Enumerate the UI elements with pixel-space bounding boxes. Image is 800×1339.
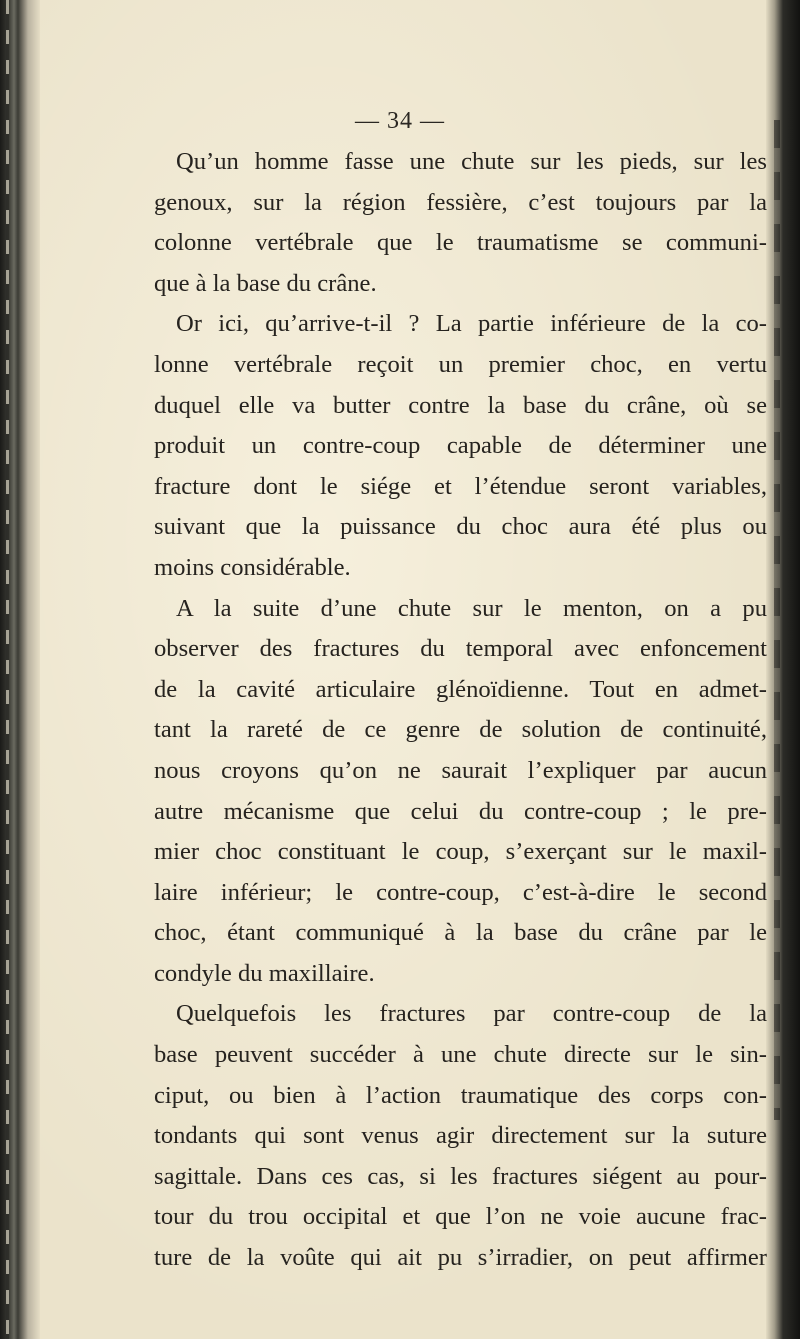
text-line: condyle du maxillaire. xyxy=(154,959,375,987)
text-line: tant la rareté de ce genre de solution de continuité, xyxy=(154,716,767,744)
text-line: fracture dont le siége et l’étendue seront variables, xyxy=(154,472,767,500)
text-line: A la suite d’une chute sur le menton, on a pu xyxy=(176,594,767,622)
text-line: moins considérable. xyxy=(154,553,351,581)
text-line: Qu’un homme fasse une chute sur les pieds, sur les xyxy=(176,148,767,175)
text-line: base peuvent succéder à une chute directe sur le sin- xyxy=(154,1041,767,1069)
text-line: ciput, ou bien à l’action traumatique des corps con- xyxy=(154,1081,767,1109)
text-line: tondants qui sont venus agir directement sur la suture xyxy=(154,1122,767,1150)
text-line: que à la base du crâne. xyxy=(154,269,377,297)
text-line: choc, étant communiqué à la base du crâne par le xyxy=(154,919,767,947)
text-line: de la cavité articulaire glénoïdienne. Tout en admet- xyxy=(154,675,767,703)
text-line: lonne vertébrale reçoit un premier choc, en vertu xyxy=(154,350,767,378)
scan-edge-left xyxy=(0,0,40,1339)
text-line: duquel elle va butter contre la base du crâne, où se xyxy=(154,391,767,419)
text-line: observer des fractures du temporal avec enfoncement xyxy=(154,635,767,663)
text-line: suivant que la puissance du choc aura été plus ou xyxy=(154,513,767,541)
text-line: ture de la voûte qui ait pu s’irradier, on peut affirmer xyxy=(154,1244,767,1272)
text-line: laire inférieur; le contre-coup, c’est-à-dire le second xyxy=(154,878,767,906)
body-text xyxy=(154,142,767,1279)
text-line: autre mécanisme que celui du contre-coup ; le pre- xyxy=(154,797,767,825)
text-line: genoux, sur la région fessière, c’est toujours par la xyxy=(154,188,767,216)
text-line: nous croyons qu’on ne saurait l’expliquer par aucun xyxy=(154,756,767,784)
text-line: tour du trou occipital et que l’on ne voie aucune frac- xyxy=(154,1203,767,1231)
text-line: produit un contre-coup capable de déterminer une xyxy=(154,432,767,460)
text-line: colonne vertébrale que le traumatisme se communi- xyxy=(154,229,767,257)
text-line: Or ici, qu’arrive-t-il ? La partie inférieure de la co- xyxy=(176,310,767,338)
text-line: sagittale. Dans ces cas, si les fractures siégent au pour- xyxy=(154,1162,767,1190)
text-line: mier choc constituant le coup, s’exerçant sur le maxil- xyxy=(154,838,767,866)
text-line: Quelquefois les fractures par contre-coup de la xyxy=(176,1000,767,1028)
scan-edge-right xyxy=(766,0,800,1339)
page-number: — 34 — xyxy=(355,108,445,134)
